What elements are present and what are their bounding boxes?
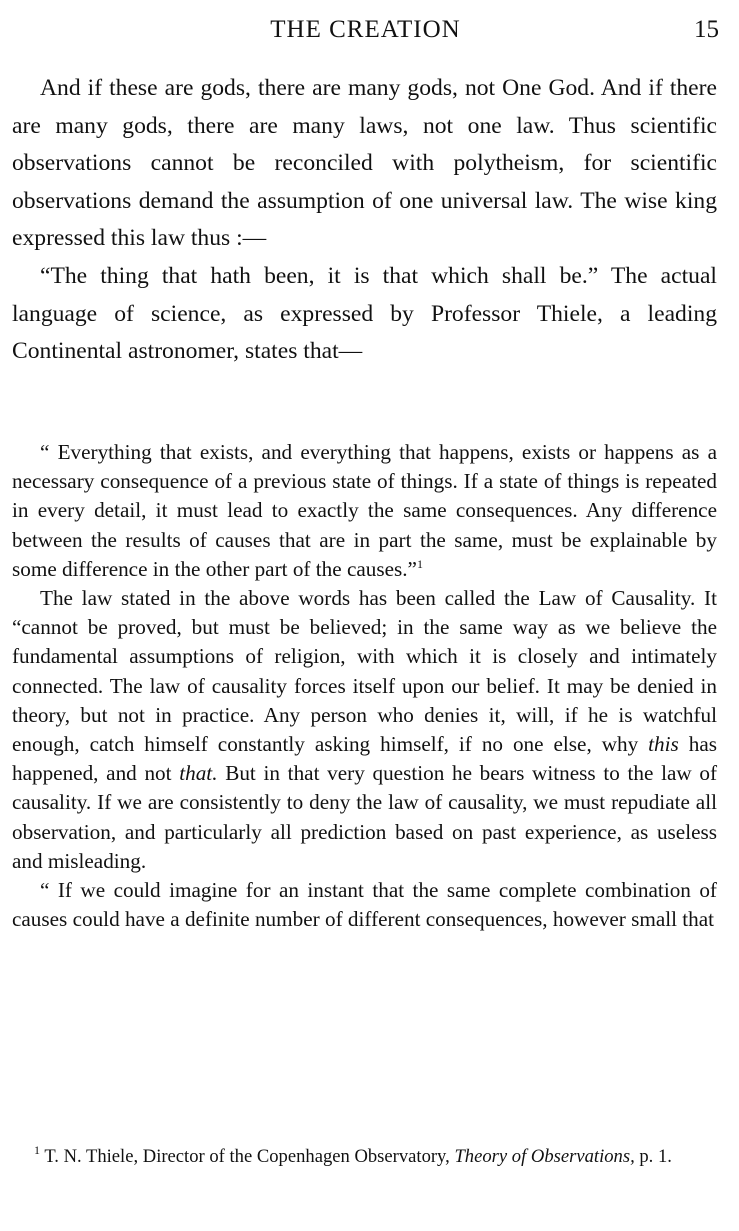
footnote-reference: 1 (416, 556, 423, 571)
chapter-title: THE CREATION (270, 16, 461, 43)
running-head (12, 14, 719, 46)
footnote-book-title: Theory of Observations, (454, 1146, 635, 1167)
quote-text: But in that very question he bears witness to the law of causality. If we are consistently to deny the law of causality, we must repudiate all observation, and particularly all prediction based on past experience, as useless and misleading. (12, 761, 717, 873)
quote-text: “ Everything that exists, and everything that happens, exists or happens as a necessary consequence of a previous state of things. If a state of things is repeated in every detail, it must lead to exactly the same consequences. Any difference between the results of causes that are in part the same, must be explainable by some difference in the other part of the causes.” (12, 440, 717, 581)
footnote-page: p. 1. (639, 1146, 672, 1167)
emphasis-that: that. (179, 761, 218, 786)
emphasis-this: this (648, 732, 679, 757)
page-number: 15 (694, 16, 719, 43)
quote-text: The law stated in the above words has been called the Law of Causality. It “cannot be proved, but must be believed; in the same way as we believe the fundamental assumptions of religion, with which it is closely and intimately connected. The law of causality forces itself upon our belief. It may be denied in theory, but not in practice. Any person who denies it, will, if he is watchful enough, catch himself constantly asking himself, if no one else, why (12, 586, 717, 757)
body-text (12, 70, 717, 371)
quote-paragraph-3: “ If we could imagine for an instant that the same complete combination of causes could have a definite number of different consequences, however small that (12, 878, 717, 932)
quote-paragraph-1 (12, 438, 717, 584)
paragraph-polytheism: And if these are gods, there are many gods, not One God. And if there are many gods, there are many laws, not one law. Thus scientific observations cannot be reconciled with polytheism, for scientific observations demand the assumption of one universal law. The wise king expressed this law thus :— (12, 75, 717, 252)
quote-text: has happened, and not (12, 732, 718, 786)
quotation-block (12, 438, 717, 934)
footnote (12, 1142, 717, 1172)
footnote-author: T. N. Thiele, Director of the Copenhagen Observatory, (44, 1146, 450, 1167)
footnote-mark: 1 (34, 1143, 40, 1157)
quote-paragraph-2 (12, 584, 717, 876)
footnote-text (12, 1142, 717, 1172)
paragraph-thiele-intro: “The thing that hath been, it is that which shall be.” The actual language of science, as expressed by Professor Thiele, a leading Continental astronomer, states that— (12, 262, 717, 365)
